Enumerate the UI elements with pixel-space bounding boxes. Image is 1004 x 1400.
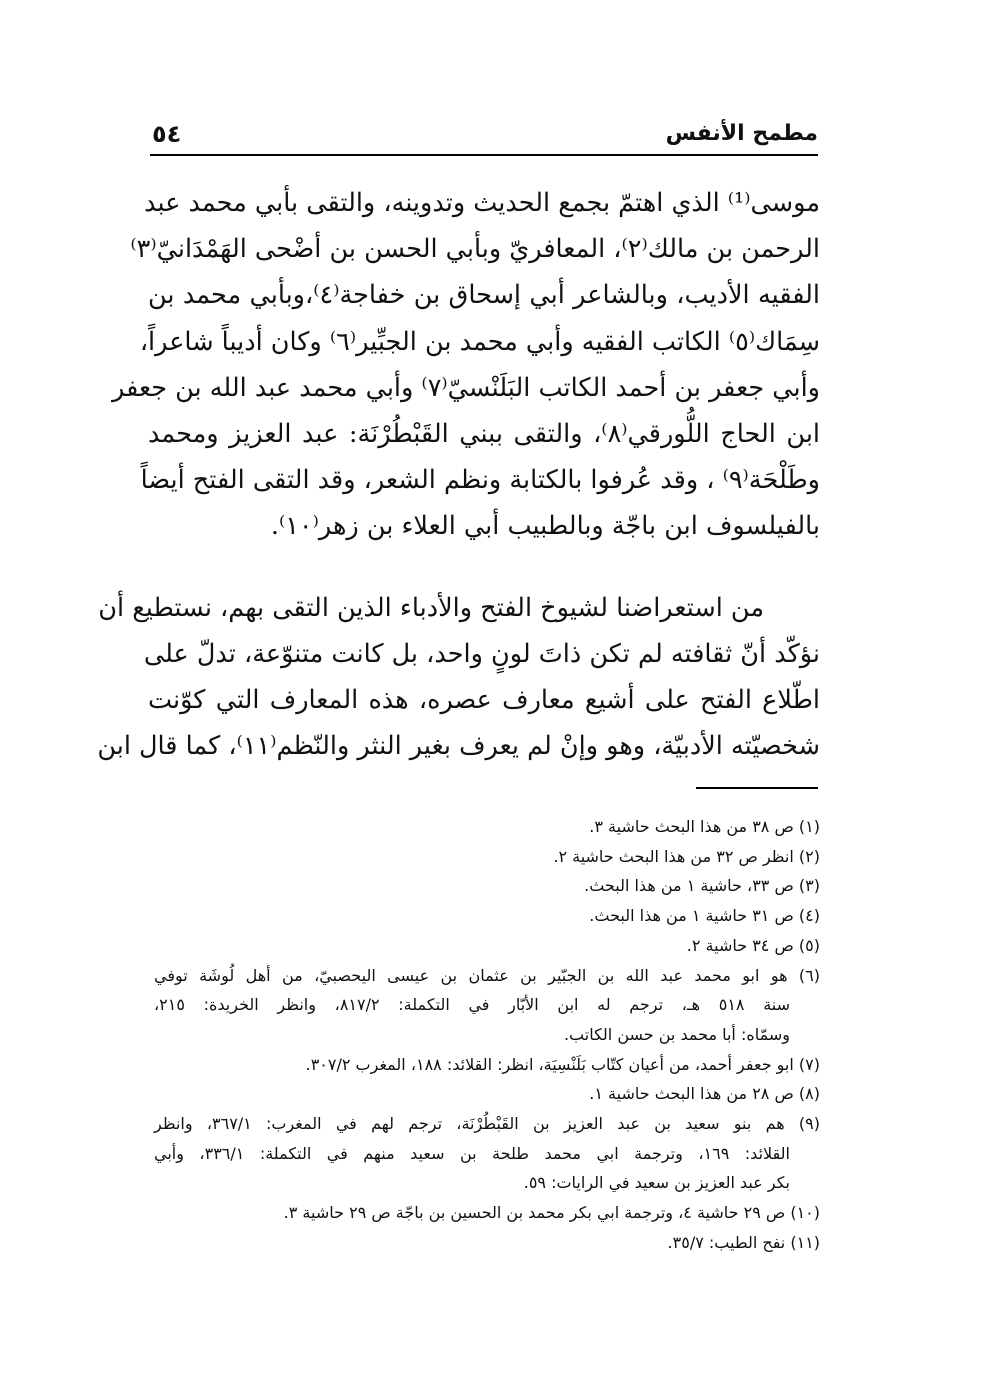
footnote-line: (١١) نفح الطيب: ٣٥/٧. (667, 1232, 820, 1252)
text-line: شخصيّته الأدبيّة، وهو وإنْ لم يعرف بغير النثر والنّظم⁽١١⁾، كما قال ابن (97, 731, 820, 762)
footnote-line: (٩) هم بنو سعيد بن عبد العزيز بن القَبْطُرْنَة، ترجم لهم في المغرب: ٣٦٧/١، وانظر (154, 1114, 820, 1134)
footnote (154, 1198, 820, 1228)
footnote (154, 842, 820, 872)
footnote-line: (١) ص ٣٨ من هذا البحث حاشية ٣. (589, 817, 820, 836)
footnote-line: (٣) ص ٣٣، حاشية ١ من هذا البحث. (584, 876, 820, 896)
footnote (154, 1079, 820, 1109)
footnote-separator (696, 787, 818, 789)
footnote (154, 1228, 820, 1258)
text-line: نؤكّد أنّ ثقافته لم تكن ذاتَ لونٍ واحد، بل كانت متنوّعة، تدلّ على (143, 638, 820, 669)
footnote-line: (٧) ابو جعفر أحمد، من أعيان كتّاب بَلَنْسِيَة، انظر: القلائد: ١٨٨، المغرب ٣٠٧/٢. (305, 1054, 820, 1074)
text-line: الرحمن بن مالك⁽٢⁾، المعافريّ وبأبي الحسن بن أضْحى الهَمْدَانيّ⁽٣⁾ (130, 234, 820, 265)
footnote (154, 871, 820, 901)
footnote (154, 1050, 820, 1080)
footnote (154, 901, 820, 931)
footnote (154, 1109, 820, 1198)
text-line: الفقيه الأديب، وبالشاعر أبي إسحاق بن خفاجة⁽٤⁾،وبأبي محمد بن (148, 280, 820, 311)
paragraph-1 (112, 180, 820, 550)
text-line: وطَلْحَة⁽٩⁾ ، وقد عُرفوا بالكتابة ونظم الشعر، وقد التقى الفتح أيضاً (140, 465, 820, 496)
text-line: بالفيلسوف ابن باجّة وبالطبيب أبي العلاء بن زهر⁽١٠⁾. (270, 511, 820, 542)
footnote-line: (٥) ص ٣٤ حاشية ٢. (686, 935, 820, 955)
paragraph-2 (97, 585, 820, 770)
footnote-line: (٤) ص ٣١ حاشية ١ من هذا البحث. (589, 906, 820, 926)
text-line: موسى⁽¹⁾ الذي اهتمّ بجمع الحديث وتدوينه، والتقى بأبي محمد عبد (144, 188, 820, 218)
footnote-line: بكر عبد العزيز بن سعيد في الرايات: ٥٩. (523, 1173, 790, 1193)
footnote-line: (٢) انظر ص ٣٢ من هذا البحث حاشية ٢. (553, 846, 820, 866)
footnote-line: وسمّاه: أبا محمد بن حسن الكاتب. (563, 1024, 790, 1044)
footnote-line: (٨) ص ٢٨ من هذا البحث حاشية ١. (589, 1084, 820, 1104)
text-line: من استعراضنا لشيوخ الفتح والأدباء الذين التقى بهم، نستطيع أن (98, 592, 764, 623)
footnote-line: (٦) هو ابو محمد عبد الله بن الجبّير بن عثمان بن عيسى اليحصبيّ، من أهل لُوشَة توفي (154, 965, 820, 985)
footnote (154, 961, 820, 1050)
text-line: اطّلاع الفتح على أشيع معارف عصره، هذه المعارف التي كوّنت (148, 685, 820, 716)
footnote-line: القلائد: ١٦٩، وترجمة ابي محمد طلحة بن سعيد منهم في التكملة: ٣٣٦/١، وأبي (154, 1143, 790, 1163)
running-header (150, 118, 818, 156)
text-line: سِمَاك⁽٥⁾ الكاتب الفقيه وأبي محمد بن الجبِّير⁽٦⁾ وكان أديباً شاعراً، (139, 326, 820, 357)
text-line: وأبي جعفر بن أحمد الكاتب البَلَنْسيّ⁽٧⁾ وأبي محمد عبد الله بن جعفر (112, 372, 820, 403)
footnotes (154, 812, 820, 1258)
footnote-line: (١٠) ص ٢٩ حاشية ٤، وترجمة ابي بكر محمد بن الحسين بن باجّة ص ٢٩ حاشية ٣. (283, 1203, 820, 1223)
footnote (154, 812, 820, 842)
page-number: ٥٤ (152, 120, 182, 148)
footnote (154, 931, 820, 961)
text-line: ابن الحاج اللُّورقي⁽٨⁾، والتقى ببني القَبْطُرْنَة: عبد العزيز ومحمد (148, 419, 820, 450)
running-title: مطمح الأنفس (665, 121, 818, 146)
main-text (97, 180, 820, 769)
footnote-line: سنة ٥١٨ هـ، ترجم له ابن الأبّار في التكملة: ٨١٧/٢، وانظر الخريدة: ٢١٥، (154, 995, 791, 1015)
